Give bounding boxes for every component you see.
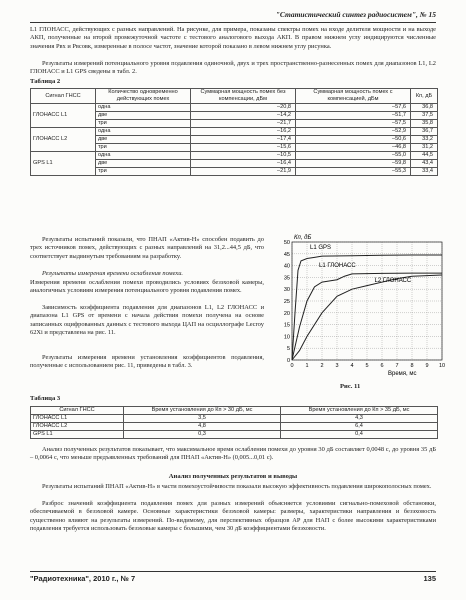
table2-cell: ГЛОНАСС L2 — [31, 128, 96, 152]
table3-row — [31, 423, 438, 431]
x-axis-label: Время, мс — [388, 371, 417, 377]
table2-cell: 43,4 — [411, 160, 438, 168]
table2-cell: 31,2 — [411, 144, 438, 152]
left-paragraph-2: Измерения времени ослабления помехи проводились условиях безэховой камеры, аналогичных условиям измерения потенциального уровня подавления помех. — [30, 279, 264, 295]
table2-cell: –10,5 — [191, 152, 296, 160]
table2-header: Суммарная мощность помех без компенсации, дБм — [191, 89, 296, 104]
figure-11-chart — [270, 232, 450, 382]
table2-cell: –15,6 — [191, 144, 296, 152]
left-paragraph-4: Результаты измерения времени установления коэффициентов подавления, полученные с использованием рис. 11, приведены в табл. 3. — [30, 354, 264, 370]
table2-cell: –14,2 — [191, 112, 296, 120]
left-paragraph-1: Результаты испытаний показали, что ПНАП «Актив-Н» способен подавить до трех источников помех, действующих с разных направлений на 31,2...44,5 дБ, что соответствует выдвинутым требованиям на разработку. — [30, 236, 264, 260]
table2-cell: –52,9 — [296, 128, 411, 136]
table2-cell: –55,3 — [296, 168, 411, 176]
table2-cell: 36,8 — [411, 104, 438, 112]
table3-row — [31, 431, 438, 439]
table2-cell: 36,7 — [411, 128, 438, 136]
table2-cell: 44,5 — [411, 152, 438, 160]
x-tick-label: 2 — [320, 363, 324, 369]
table2-cell: –51,7 — [296, 112, 411, 120]
table2-cell: три — [96, 168, 191, 176]
y-tick-label: 30 — [283, 287, 290, 294]
x-tick-label: 9 — [425, 363, 429, 369]
table3-header: Сигнал ГНСС — [31, 407, 124, 415]
y-tick-label: 5 — [286, 346, 290, 353]
series-label-2: L2 ГЛОНАСС — [374, 278, 412, 285]
table2-cell: 35,8 — [411, 120, 438, 128]
table2-cell: две — [96, 160, 191, 168]
table3-cell: 0,3 — [124, 431, 281, 439]
analysis-paragraph: Анализ полученных результатов показывает, что максимальное время ослабления помехи до уровня 30 дБ составляет 0,0048 с, до уровня 35 дБ – 0,0064 с, что меньше предъявленных требований для ПНАП «Актив-Н» (0,005...0,01 с). — [30, 446, 436, 462]
table2-row — [31, 152, 438, 160]
y-tick-label: 20 — [283, 310, 290, 317]
x-tick-label: 3 — [335, 363, 339, 369]
table2-cell: одна — [96, 128, 191, 136]
table-3 — [30, 406, 438, 439]
y-tick-label: 0 — [286, 358, 290, 364]
table3-caption: Таблица 3 — [30, 395, 61, 402]
left-heading: Результаты измерения времени ослабления помехи. — [42, 270, 183, 277]
table3-cell: GPS L1 — [31, 431, 124, 439]
table2-caption: Таблица 2 — [30, 78, 61, 85]
table2-cell: –21,7 — [191, 120, 296, 128]
table2-cell: –46,8 — [296, 144, 411, 152]
table2-cell: –57,6 — [296, 104, 411, 112]
table-2 — [30, 88, 438, 176]
series-label-0: L1 GPS — [310, 245, 332, 252]
series-label-1: L1 ГЛОНАСС — [319, 262, 356, 269]
table3-cell: ГЛОНАСС L1 — [31, 415, 124, 423]
x-tick-label: 5 — [365, 363, 369, 369]
table2-cell: –55,0 — [296, 152, 411, 160]
table2-header: Сигнал ГНСС — [31, 89, 96, 104]
table2-cell: 37,5 — [411, 112, 438, 120]
table3-header: Время установления до Кп > 35 дБ, мс — [281, 407, 438, 415]
y-tick-label: 45 — [283, 251, 290, 258]
x-tick-label: 8 — [410, 363, 414, 369]
table2-cell: –16,4 — [191, 160, 296, 168]
table2-cell: –17,4 — [191, 136, 296, 144]
running-header: "Статистический синтез радиосистем", № 15 — [275, 10, 436, 19]
table2-cell: –21,9 — [191, 168, 296, 176]
y-tick-label: 10 — [283, 334, 290, 341]
chart-axes — [284, 235, 445, 377]
table2-header-row — [31, 89, 438, 104]
table2-cell: –50,6 — [296, 136, 411, 144]
y-tick-label: 15 — [283, 322, 290, 329]
table2-cell: ГЛОНАСС L1 — [31, 104, 96, 128]
x-tick-label: 0 — [290, 363, 294, 369]
table2-cell: 33,4 — [411, 168, 438, 176]
table3-cell: 6,4 — [281, 423, 438, 431]
table2-cell: одна — [96, 104, 191, 112]
chart-labels — [310, 245, 412, 284]
x-tick-label: 7 — [395, 363, 399, 369]
page-number: 135 — [423, 574, 436, 583]
y-tick-label: 35 — [283, 275, 290, 282]
table2-cell: GPS L1 — [31, 152, 96, 176]
table3-row — [31, 415, 438, 423]
y-axis-label: Кп, дБ — [294, 235, 312, 241]
table2-cell: две — [96, 136, 191, 144]
table2-row — [31, 128, 438, 136]
conclusion-paragraph-2: Разброс значений коэффициента подавления помех для разных измерений объясняется условиями сигнально-помеховой обстановки, обеспечиваемой в безэховой камере. Основные характеристики безэховой камеры: размеры, характеристики направления и безэховость существенно влияют на результаты измерений. По-видимому, для перспективных образцов АР для НАП с более высокими характеристиками подавления требуется использовать безэховые камеры с большими, чем 30 дБ коэффициентами безэховости. — [30, 500, 436, 533]
table3-header: Время установления до Кп > 30 дБ, мс — [124, 407, 281, 415]
y-tick-label: 25 — [283, 299, 290, 305]
x-tick-label: 6 — [380, 363, 384, 369]
intro-paragraph-2: Результаты измерений потенциального уровня подавления одиночной, двух и трех пространственно-разнесенных помех для диапазонов L1, L2 ГЛОНАСС и L1 GPS сведены в табл. 2. — [30, 60, 436, 76]
table2-header: Суммарная мощность помех с компенсацией, дБм — [296, 89, 411, 104]
x-tick-label: 4 — [350, 363, 354, 369]
table2-cell: одна — [96, 152, 191, 160]
footer-rule — [30, 571, 436, 572]
table2-header: Количество одновременно действующих помех — [96, 89, 191, 104]
footer-journal: "Радиотехника", 2010 г., № 7 — [30, 574, 136, 583]
y-tick-label: 50 — [283, 240, 290, 246]
chart-grid — [292, 242, 442, 360]
figure-caption: Рис. 11 — [340, 383, 361, 390]
left-paragraph-3: Зависимость коэффициента подавления для диапазонов L1, L2 ГЛОНАСС и диапазона L1 GPS от времени с начала действия помехи получена на основе записанных оцифрованных данных с тестового выхода ЦАП на осциллографе Lecroy 62Xi и представлена на рис. 11. — [30, 304, 264, 337]
table2-cell: три — [96, 120, 191, 128]
table2-cell: три — [96, 144, 191, 152]
header-rule — [30, 22, 436, 23]
table3-cell: 3,5 — [124, 415, 281, 423]
table3-cell: 4,3 — [281, 415, 438, 423]
table3-header-row — [31, 407, 438, 415]
table2-cell: –57,5 — [296, 120, 411, 128]
table2-cell: –16,2 — [191, 128, 296, 136]
conclusion-paragraph-1: Результаты испытаний ПНАП «Актив-Н» в части помехоустойчивости показали высокую эффективность подавления широкополосных помех. — [42, 483, 432, 490]
section-title: Анализ полученных результатов и выводы — [168, 473, 298, 480]
x-tick-label: 10 — [438, 363, 446, 369]
table2-cell: две — [96, 112, 191, 120]
table3-cell: 4,8 — [124, 423, 281, 431]
footer — [30, 574, 436, 583]
table2-row — [31, 104, 438, 112]
y-tick-label: 40 — [283, 263, 290, 270]
table2-header: Кп, дБ — [411, 89, 438, 104]
x-tick-label: 1 — [305, 363, 309, 369]
table3-cell: 0,4 — [281, 431, 438, 439]
table2-cell: –20,8 — [191, 104, 296, 112]
table2-cell: 33,2 — [411, 136, 438, 144]
intro-paragraph: L1 ГЛОНАСС, действующих с разных направлений. На рисунке, для примера, показаны спектры помех на входе делителя мощности и на выходе АКП, полученные на второй промежуточной частоте с тестового аналогового выхода АКП. В правом нижнем углу индицируются численные значения Рвх и Рвсовк, измеренные в полосе частот, значение которой показано в левом нижнем углу рисунка. — [30, 26, 436, 50]
table3-cell: ГЛОНАСС L2 — [31, 423, 124, 431]
table2-cell: –59,8 — [296, 160, 411, 168]
